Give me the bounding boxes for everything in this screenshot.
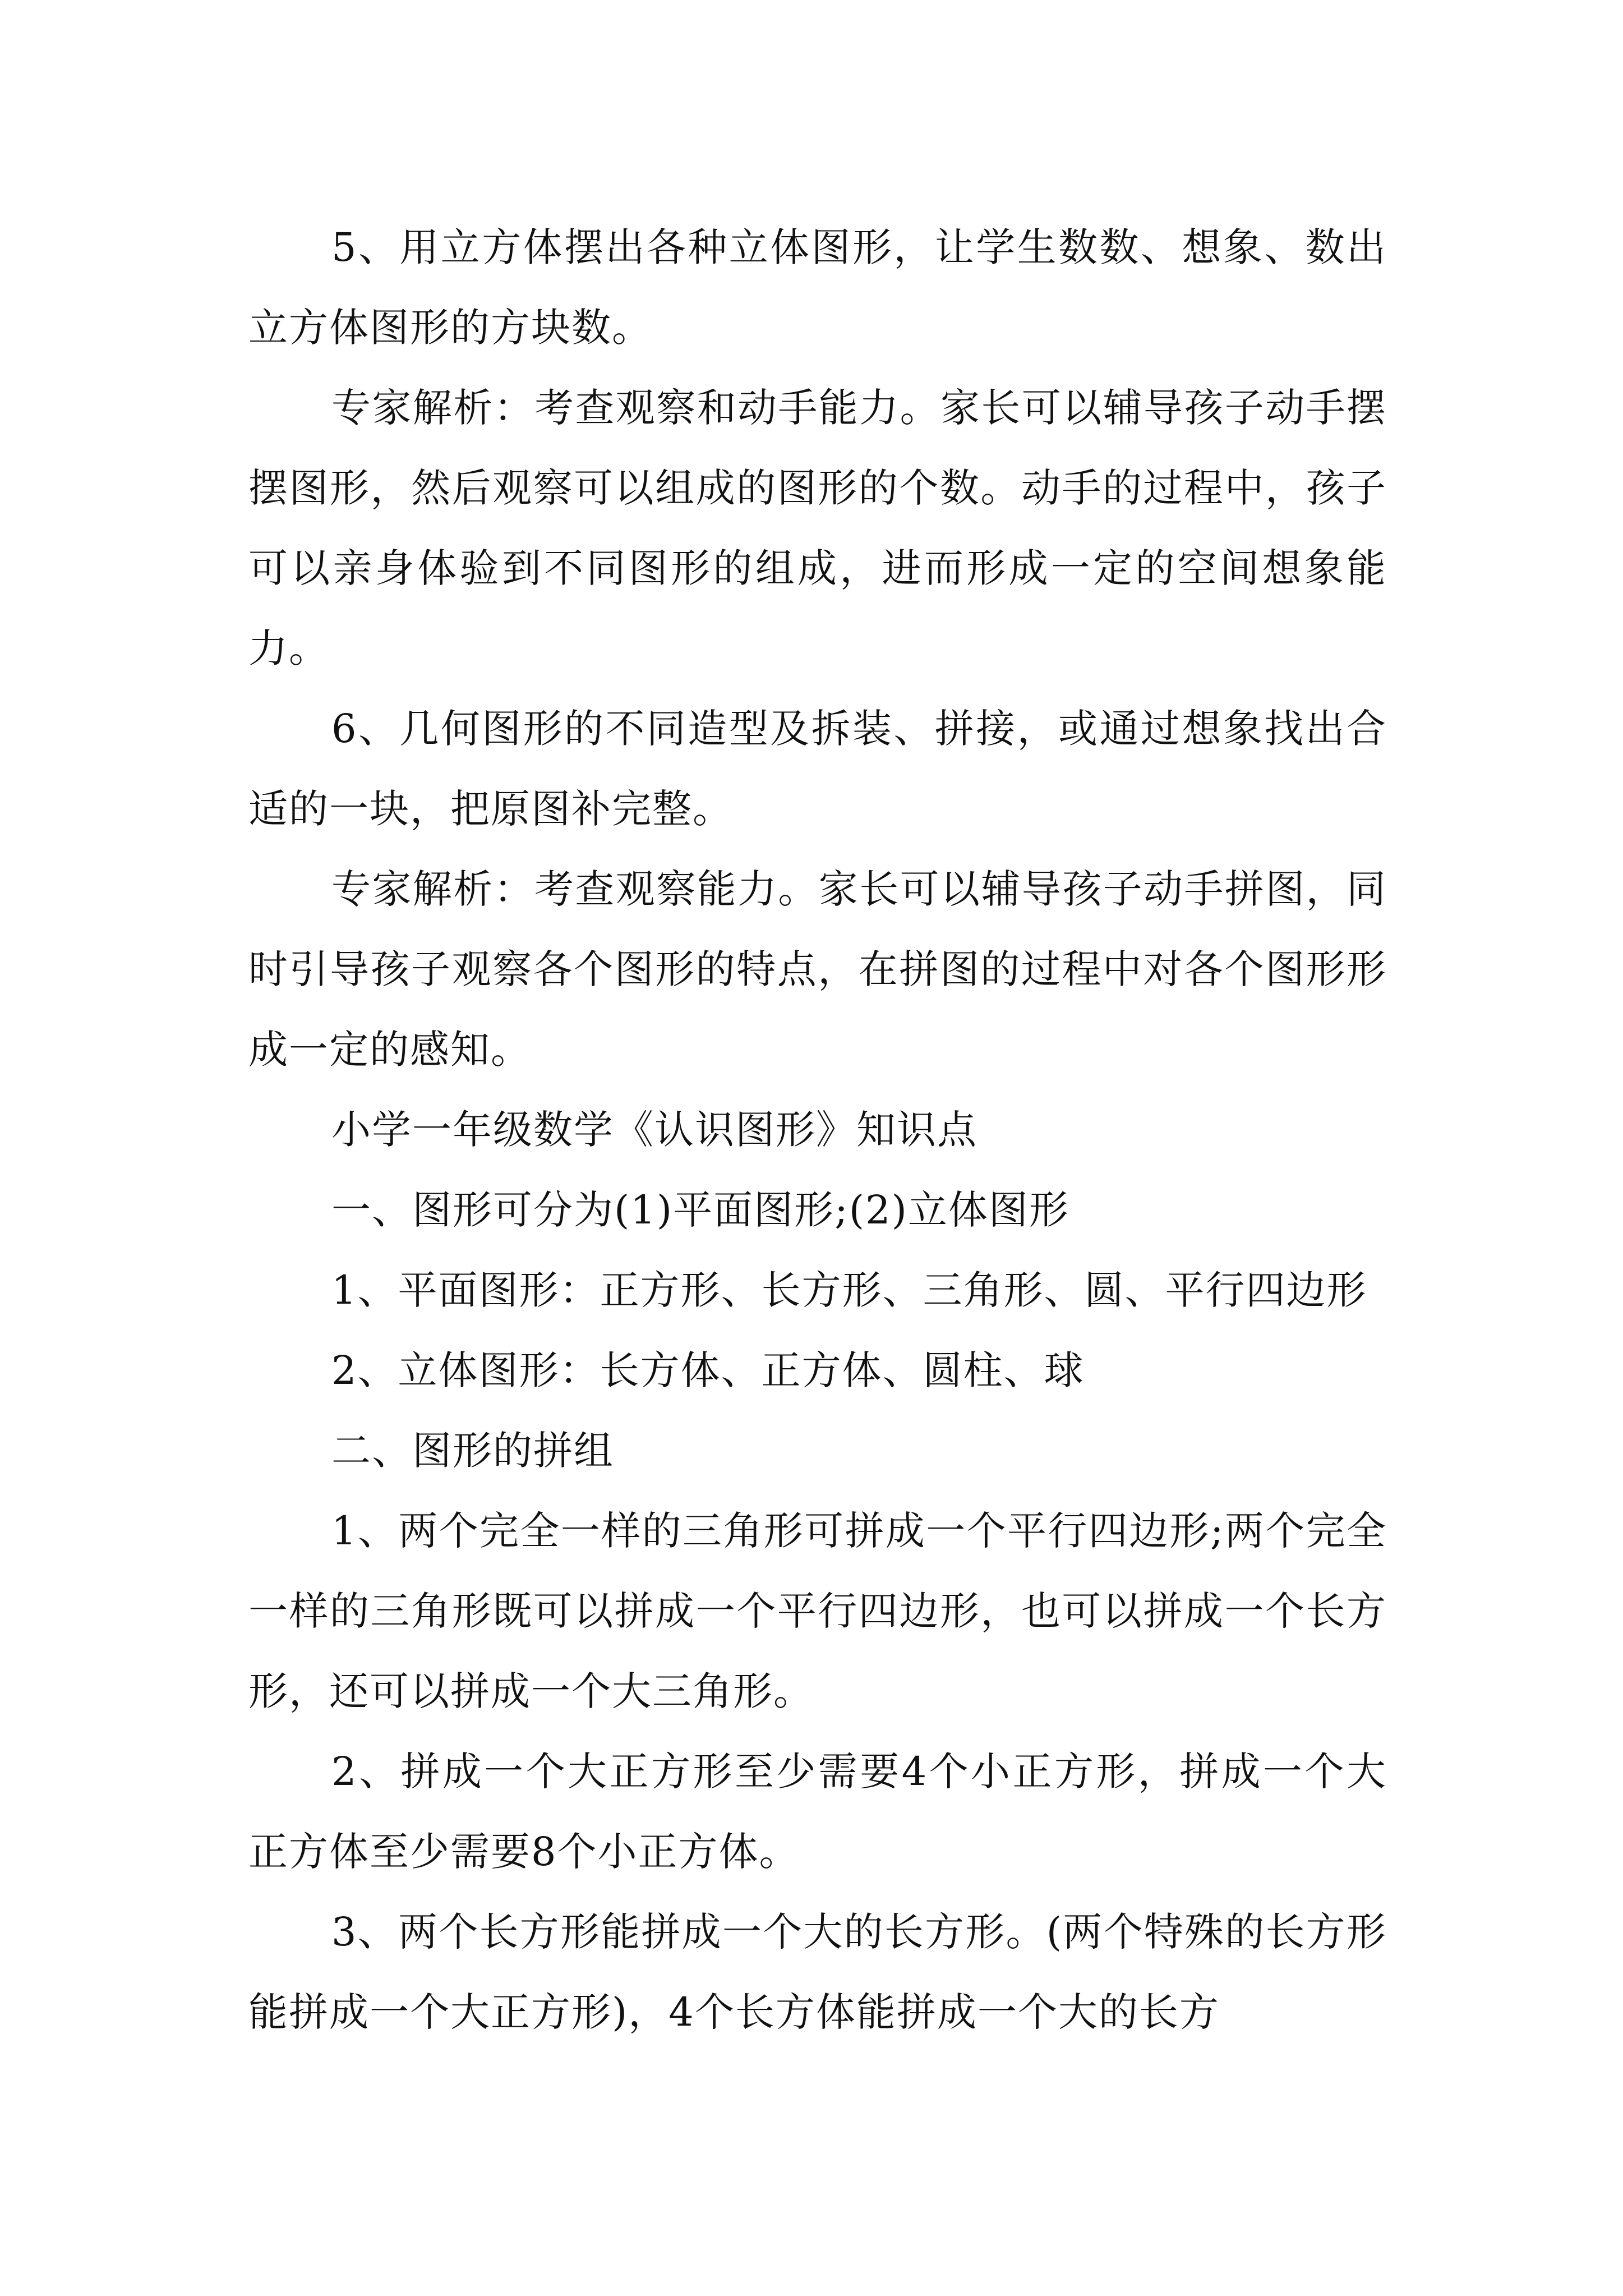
paragraph-item-5: 5、用立方体摆出各种立体图形，让学生数数、想象、数出立方体图形的方块数。 (248, 224, 1387, 351)
paragraph-figure-categories: 一、图形可分为(1)平面图形;(2)立体图形 (331, 1187, 1069, 1233)
paragraph-solid-figures: 2、立体图形：长方体、正方体、圆柱、球 (331, 1347, 1085, 1393)
paragraph-figure-composition: 二、图形的拼组 (331, 1428, 614, 1474)
paragraph-plane-figures: 1、平面图形：正方形、长方形、三角形、圆、平行四边形 (331, 1267, 1367, 1313)
document-body (248, 208, 1387, 2053)
paragraph-triangles: 1、两个完全一样的三角形可拼成一个平行四边形;两个完全一样的三角形既可以拼成一个平行四边形，也可以拼成一个长方形，还可以拼成一个大三角形。 (248, 1508, 1387, 1714)
paragraph-item-6: 6、几何图形的不同造型及拆装、拼接，或通过想象找出合适的一块，把原图补完整。 (248, 706, 1387, 832)
paragraph-rectangles: 3、两个长方形能拼成一个大的长方形。(两个特殊的长方形能拼成一个大正方形)，4个长方体能拼成一个大的长方 (248, 1909, 1387, 2035)
paragraph-expert-analysis-1: 专家解析：考查观察和动手能力。家长可以辅导孩子动手摆摆图形，然后观察可以组成的图形的个数。动手的过程中，孩子可以亲身体验到不同图形的组成，进而形成一定的空间想象能力。 (248, 385, 1387, 671)
section-heading: 小学一年级数学《认识图形》知识点 (331, 1107, 978, 1153)
paragraph-squares: 2、拼成一个大正方形至少需要4个小正方形，拼成一个大正方体至少需要8个小正方体。 (248, 1749, 1387, 1875)
paragraph-expert-analysis-2: 专家解析：考查观察能力。家长可以辅导孩子动手拼图，同时引导孩子观察各个图形的特点，在拼图的过程中对各个图形形成一定的感知。 (248, 866, 1387, 1073)
